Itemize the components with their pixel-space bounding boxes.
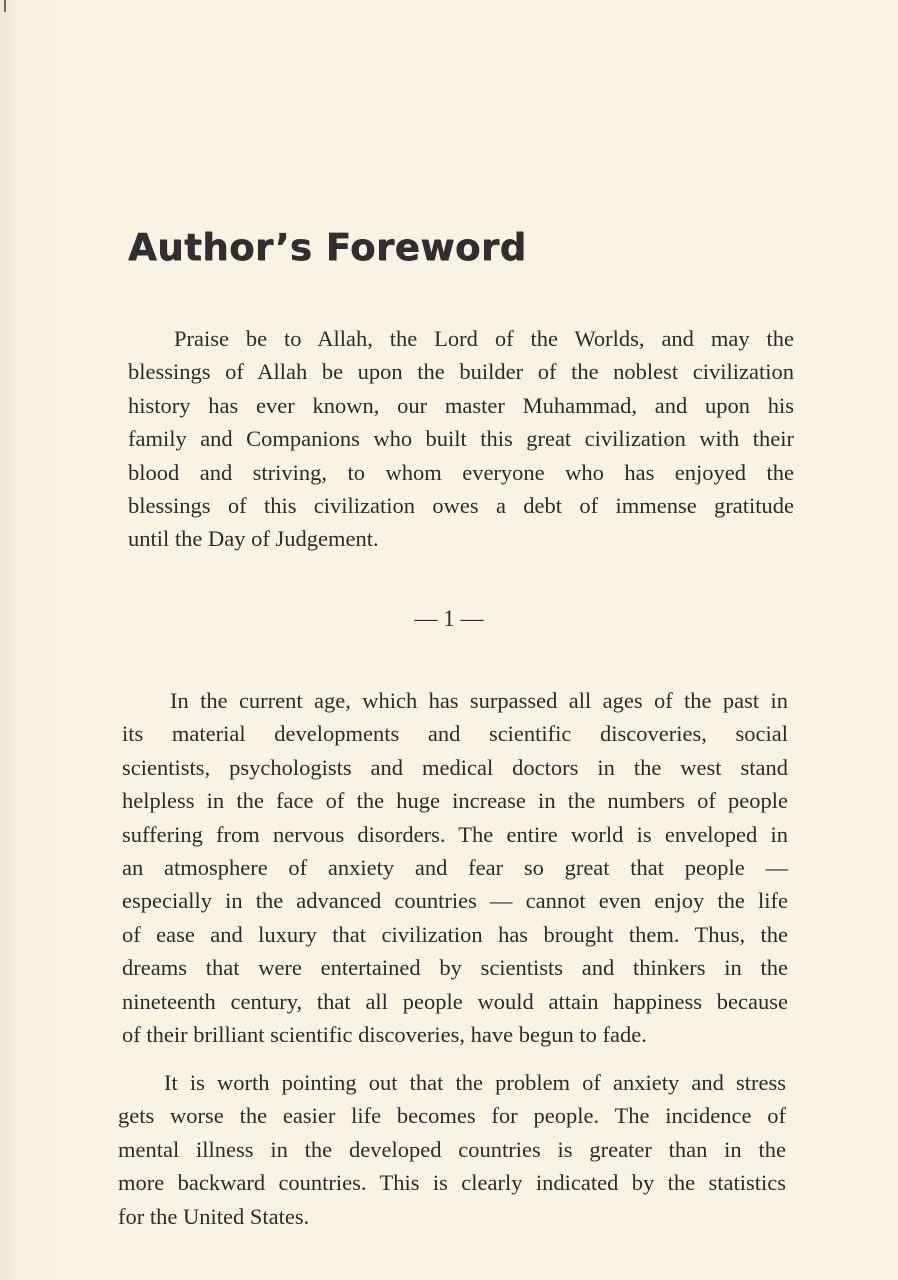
text-line: history has ever known, our master Muhammad, and upon his xyxy=(128,392,794,418)
text-line: Praise be to Allah, the Lord of the Worlds, and may the xyxy=(174,326,794,351)
text-line: more backward countries. This is clearly indicated by the statistics xyxy=(118,1170,786,1196)
text-line: blessings of Allah be upon the builder of the noblest civilization xyxy=(128,359,794,385)
text-line: scientists, psychologists and medical doctors in the west stand xyxy=(122,754,788,780)
text-line: It is worth pointing out that the problem of anxiety and stress xyxy=(164,1070,786,1095)
text-line: for the United States. xyxy=(118,1203,310,1229)
page-title: Author’s Foreword xyxy=(128,226,527,269)
text-line: helpless in the face of the huge increase in the numbers of people xyxy=(122,788,788,814)
text-line: suffering from nervous disorders. The entire world is enveloped in xyxy=(122,821,788,847)
paragraph-praise xyxy=(128,322,794,556)
text-line: of their brilliant scientific discoveries, have begun to fade. xyxy=(122,1022,647,1048)
paragraph-anxiety-stress xyxy=(118,1066,786,1233)
text-line: of ease and luxury that civilization has brought them. Thus, the xyxy=(122,921,788,947)
text-line: an atmosphere of anxiety and fear so great that people — xyxy=(122,855,788,881)
text-line: its material developments and scientific discoveries, social xyxy=(122,721,788,747)
text-line: mental illness in the developed countries is greater than in the xyxy=(118,1136,786,1162)
text-line: blessings of this civilization owes a debt of immense gratitude xyxy=(128,493,794,519)
text-line: In the current age, which has surpassed all ages of the past in xyxy=(170,688,788,713)
text-line: gets worse the easier life becomes for people. The incidence of xyxy=(118,1103,786,1129)
paragraph-current-age xyxy=(122,684,788,1051)
page-edge-mark xyxy=(4,0,6,12)
text-line: blood and striving, to whom everyone who has enjoyed the xyxy=(128,459,794,485)
text-line: especially in the advanced countries — cannot even enjoy the life xyxy=(122,888,788,914)
text-line: until the Day of Judgement. xyxy=(128,526,379,552)
text-line: dreams that were entertained by scientists and thinkers in the xyxy=(122,955,788,981)
section-number: — 1 — xyxy=(414,606,484,631)
text-line: nineteenth century, that all people would attain happiness because xyxy=(122,988,788,1014)
text-line: family and Companions who built this great civilization with their xyxy=(128,426,794,452)
